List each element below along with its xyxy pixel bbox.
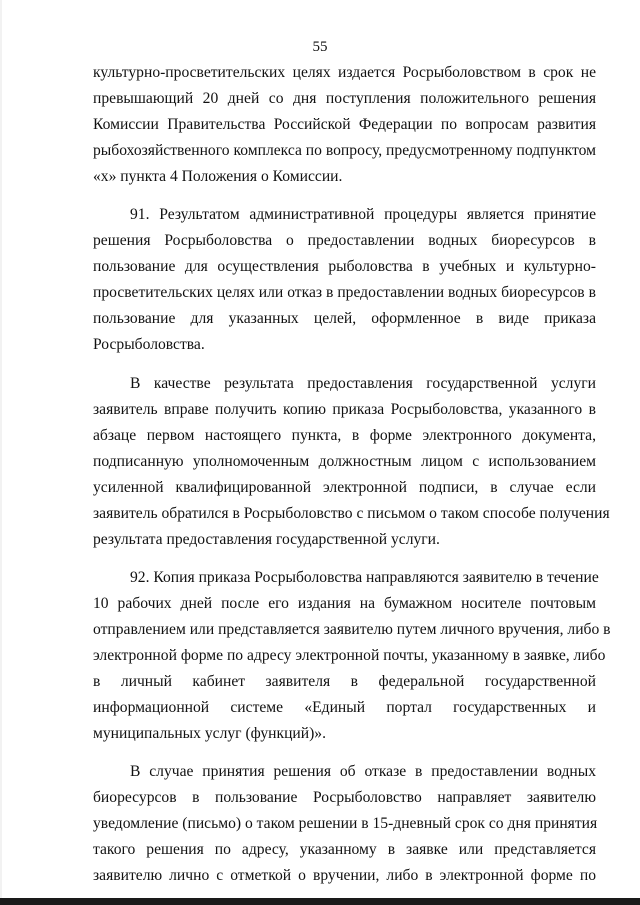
text-line: Росрыболовства. (93, 336, 205, 354)
text-line: электронной форме по адресу электронной почты, указанному в заявке, либо (93, 646, 606, 664)
text-line: В качестве результата предоставления государственной услуги (130, 374, 596, 392)
paragraph-91 (93, 202, 596, 358)
scan-bottom-edge (0, 898, 640, 905)
text-line: заявителю лично с отметкой о вручении, либо в электронной форме по (93, 867, 596, 885)
text-line: результата предоставления государственной услуги. (93, 530, 440, 548)
text-line: 91. Результатом административной процедуры является принятие (130, 206, 596, 224)
text-line: отправлением или представляется заявителю путем личного вручения, либо в (93, 620, 611, 638)
document-body (93, 60, 611, 901)
text-line: «х» пункта 4 Положения о Комиссии. (93, 168, 343, 186)
text-line: абзаце первом настоящего пункта, в форме электронного документа, (93, 426, 596, 444)
text-line: В случае принятия решения об отказе в предоставлении водных (130, 763, 596, 781)
text-line: муниципальных услуг (функций)». (93, 725, 327, 743)
text-line: подписанную уполномоченным должностным лицом с использованием (93, 452, 596, 470)
text-line: заявитель обратился в Росрыболовство с письмом о таком способе получения (93, 504, 610, 522)
text-line: информационной системе «Единый портал государственных и (93, 699, 596, 717)
text-line: 92. Копия приказа Росрыболовства направляются заявителю в течение (130, 568, 599, 586)
text-line: 10 рабочих дней после его издания на бумажном носителе почтовым (93, 594, 596, 612)
text-line: усиленной квалифицированной электронной подписи, в случае если (93, 478, 596, 496)
scan-edge (0, 0, 2, 905)
text-line: пользование для указанных целей, оформленное в виде приказа (93, 310, 596, 328)
paragraph-92 (93, 565, 611, 747)
text-line: превышающий 20 дней со дня поступления положительного решения (93, 90, 596, 108)
text-line: рыбохозяйственного комплекса по вопросу, предусмотренному подпунктом (93, 142, 596, 160)
text-line: биоресурсов в пользование Росрыболовство направляет заявителю (93, 789, 596, 807)
text-line: просветительских целях или отказ в предоставлении водных биоресурсов в (93, 284, 596, 302)
paragraph-result-copy (93, 371, 610, 553)
text-line: пользование для осуществления рыболовства в учебных и культурно- (93, 258, 596, 276)
text-line: уведомление (письмо) о таком решении в 15-дневный срок со дня принятия (93, 815, 598, 833)
text-line: в личный кабинет заявителя в федеральной государственной (93, 673, 596, 691)
text-line: заявитель вправе получить копию приказа Росрыболовства, указанного в (93, 400, 596, 418)
paragraph-refusal (93, 759, 596, 889)
text-line: культурно-просветительских целях издается Росрыболовством в срок не (93, 64, 596, 81)
text-line: решения Росрыболовства о предоставлении водных биоресурсов в (93, 232, 596, 250)
text-line: Комиссии Правительства Российской Федерации по вопросам развития (93, 116, 596, 134)
text-line: такого решения по адресу, указанному в заявке или представляется (93, 841, 596, 859)
paragraph-continuation (93, 60, 596, 190)
page-number: 55 (312, 39, 328, 55)
